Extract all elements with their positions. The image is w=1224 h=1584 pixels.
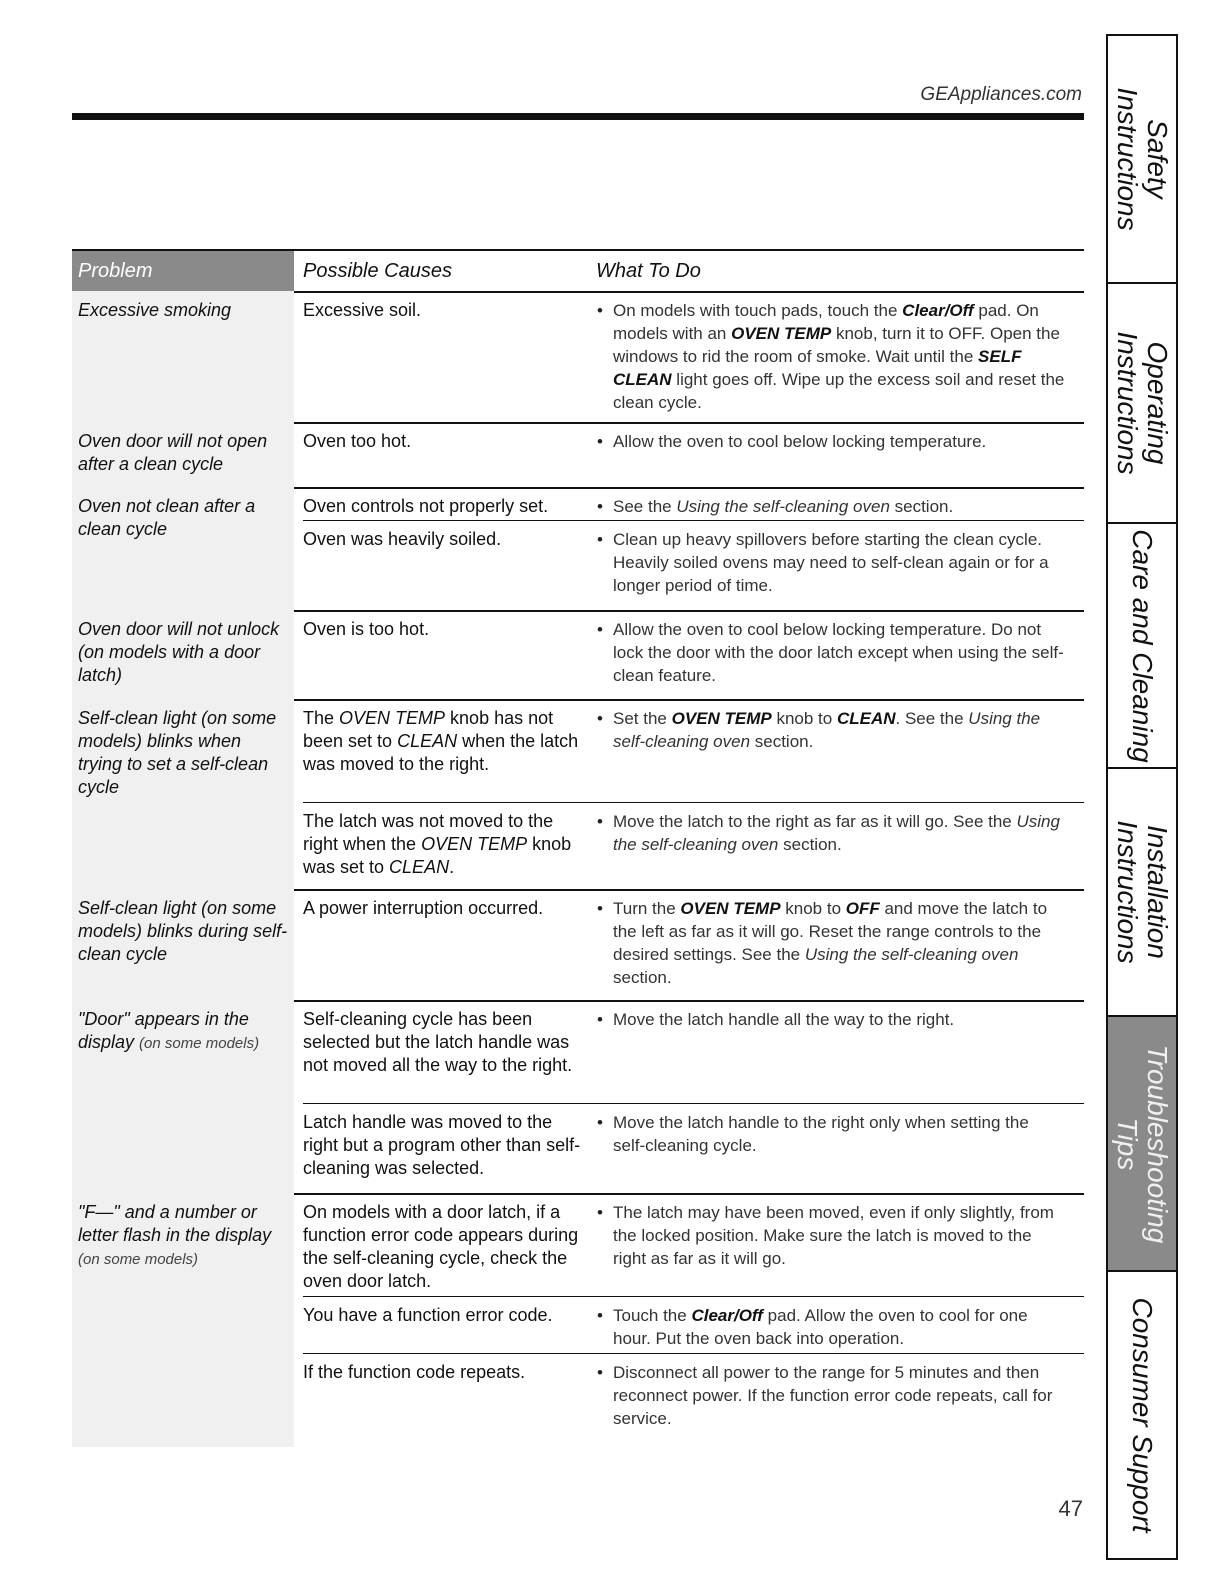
cause-cell: Excessive soil. [303,300,422,320]
todo-cell: • Set the OVEN TEMP knob to CLEAN. See the Using the self-cleaning oven section. [595,707,1065,753]
cause-row [303,291,1084,422]
table-row [72,1193,1084,1447]
problem-cell: Oven door will not unlock (on models with a door latch) [72,610,294,699]
tab-troubleshooting-tips[interactable] [1108,1017,1176,1272]
problem-cell: Oven door will not open after a clean cycle [72,422,294,487]
tab-label: Troubleshooting Tips [1112,1044,1173,1243]
section-tabs [1106,34,1178,1560]
cause-row [303,1353,1084,1447]
site-url: GEAppliances.com [920,84,1082,105]
cause-row [303,699,1084,802]
cause-cell: The OVEN TEMP knob has not been set to CLEAN when the latch was moved to the right. [303,708,579,774]
cause-row [303,520,1084,610]
todo-cell: • Move the latch to the right as far as it will go. See the Using the self-cleaning oven section. [595,810,1065,856]
table-row [72,422,1084,487]
problem-cell: Excessive smoking [72,291,294,422]
table-row [72,699,1084,889]
header-todo: What To Do [596,260,701,282]
cause-cell: A power interruption occurred. [303,898,544,918]
cause-cell: Latch handle was moved to the right but a program other than self-cleaning was selected. [303,1112,581,1178]
tab-label: Safety Instructions [1112,87,1173,231]
header-rule [72,113,1084,120]
cause-cell: Oven was heavily soiled. [303,529,502,549]
header-causes: Possible Causes [303,260,452,282]
cause-row [303,1193,1084,1296]
problem-cell: Self-clean light (on some models) blinks when trying to set a self-clean cycle [72,699,294,889]
tab-label: Consumer Support [1127,1297,1158,1533]
tab-safety-instructions[interactable] [1108,36,1176,284]
cause-row [303,487,1084,520]
cause-row [303,1296,1084,1353]
cause-cell: On models with a door latch, if a function error code appears during the self-cleaning cycle, check the oven door latch. [303,1202,579,1291]
troubleshooting-table [72,249,1084,1428]
tab-installation-instructions[interactable] [1108,769,1176,1017]
todo-cell: • Move the latch handle all the way to the right. [595,1008,1065,1031]
table-header [72,249,1084,293]
tab-operating-instructions[interactable] [1108,284,1176,524]
todo-cell: • See the Using the self-cleaning oven section. [595,495,1065,518]
tab-label: Installation Instructions [1112,820,1173,964]
cause-row [303,1000,1084,1103]
cause-cell: You have a function error code. [303,1305,553,1325]
cause-row [303,802,1084,889]
todo-cell: • Disconnect all power to the range for 5 minutes and then reconnect power. If the function error code repeats, call for service. [595,1361,1065,1430]
cause-row [303,422,1084,487]
todo-cell: • Clean up heavy spillovers before starting the clean cycle. Heavily soiled ovens may need to self-clean again or for a longer period of time. [595,528,1065,597]
todo-cell: • Move the latch handle to the right only when setting the self-cleaning cycle. [595,1111,1065,1157]
header-problem: Problem [72,251,294,291]
todo-cell: • Allow the oven to cool below locking temperature. [595,430,1065,453]
problem-cell: Oven not clean after a clean cycle [72,487,294,610]
cause-row [303,1103,1084,1193]
table-row [72,1000,1084,1193]
todo-cell: • On models with touch pads, touch the Clear/Off pad. On models with an OVEN TEMP knob, turn it to OFF. Open the windows to rid the room of smoke. Wait until the SELF CLEAN light goes off. Wipe up the excess soil and reset the clean cycle. [595,299,1065,414]
cause-row [303,889,1084,1000]
cause-cell: Oven is too hot. [303,619,430,639]
tab-care-and-cleaning[interactable] [1108,524,1176,769]
cause-cell: If the function code repeats. [303,1362,526,1382]
table-row [72,610,1084,699]
todo-cell: • Touch the Clear/Off pad. Allow the oven to cool for one hour. Put the oven back into operation. [595,1304,1065,1350]
problem-cell: "Door" appears in the display (on some models) [72,1000,294,1193]
problem-cell: Self-clean light (on some models) blinks during self-clean cycle [72,889,294,1000]
tab-label: Operating Instructions [1112,331,1173,475]
cause-row [303,610,1084,699]
todo-cell: • Allow the oven to cool below locking temperature. Do not lock the door with the door latch except when using the self-clean feature. [595,618,1065,687]
cause-cell: The latch was not moved to the right when the OVEN TEMP knob was set to CLEAN. [303,811,572,877]
cause-cell: Oven too hot. [303,431,412,451]
tab-consumer-support[interactable] [1108,1272,1176,1558]
cause-cell: Oven controls not properly set. [303,496,549,516]
todo-cell: • The latch may have been moved, even if only slightly, from the locked position. Make sure the latch is moved to the right as far as it will go. [595,1201,1065,1270]
table-row [72,291,1084,422]
cause-cell: Self-cleaning cycle has been selected but the latch handle was not moved all the way to the right. [303,1009,573,1075]
todo-cell: • Turn the OVEN TEMP knob to OFF and move the latch to the left as far as it will go. Reset the range controls to the desired settings. See the Using the self-cleaning oven section. [595,897,1065,989]
page-number: 47 [1058,1496,1083,1521]
table-row [72,889,1084,1000]
problem-cell: "F—" and a number or letter flash in the display (on some models) [72,1193,294,1447]
tab-label: Care and Cleaning [1127,528,1158,763]
table-row [72,487,1084,610]
